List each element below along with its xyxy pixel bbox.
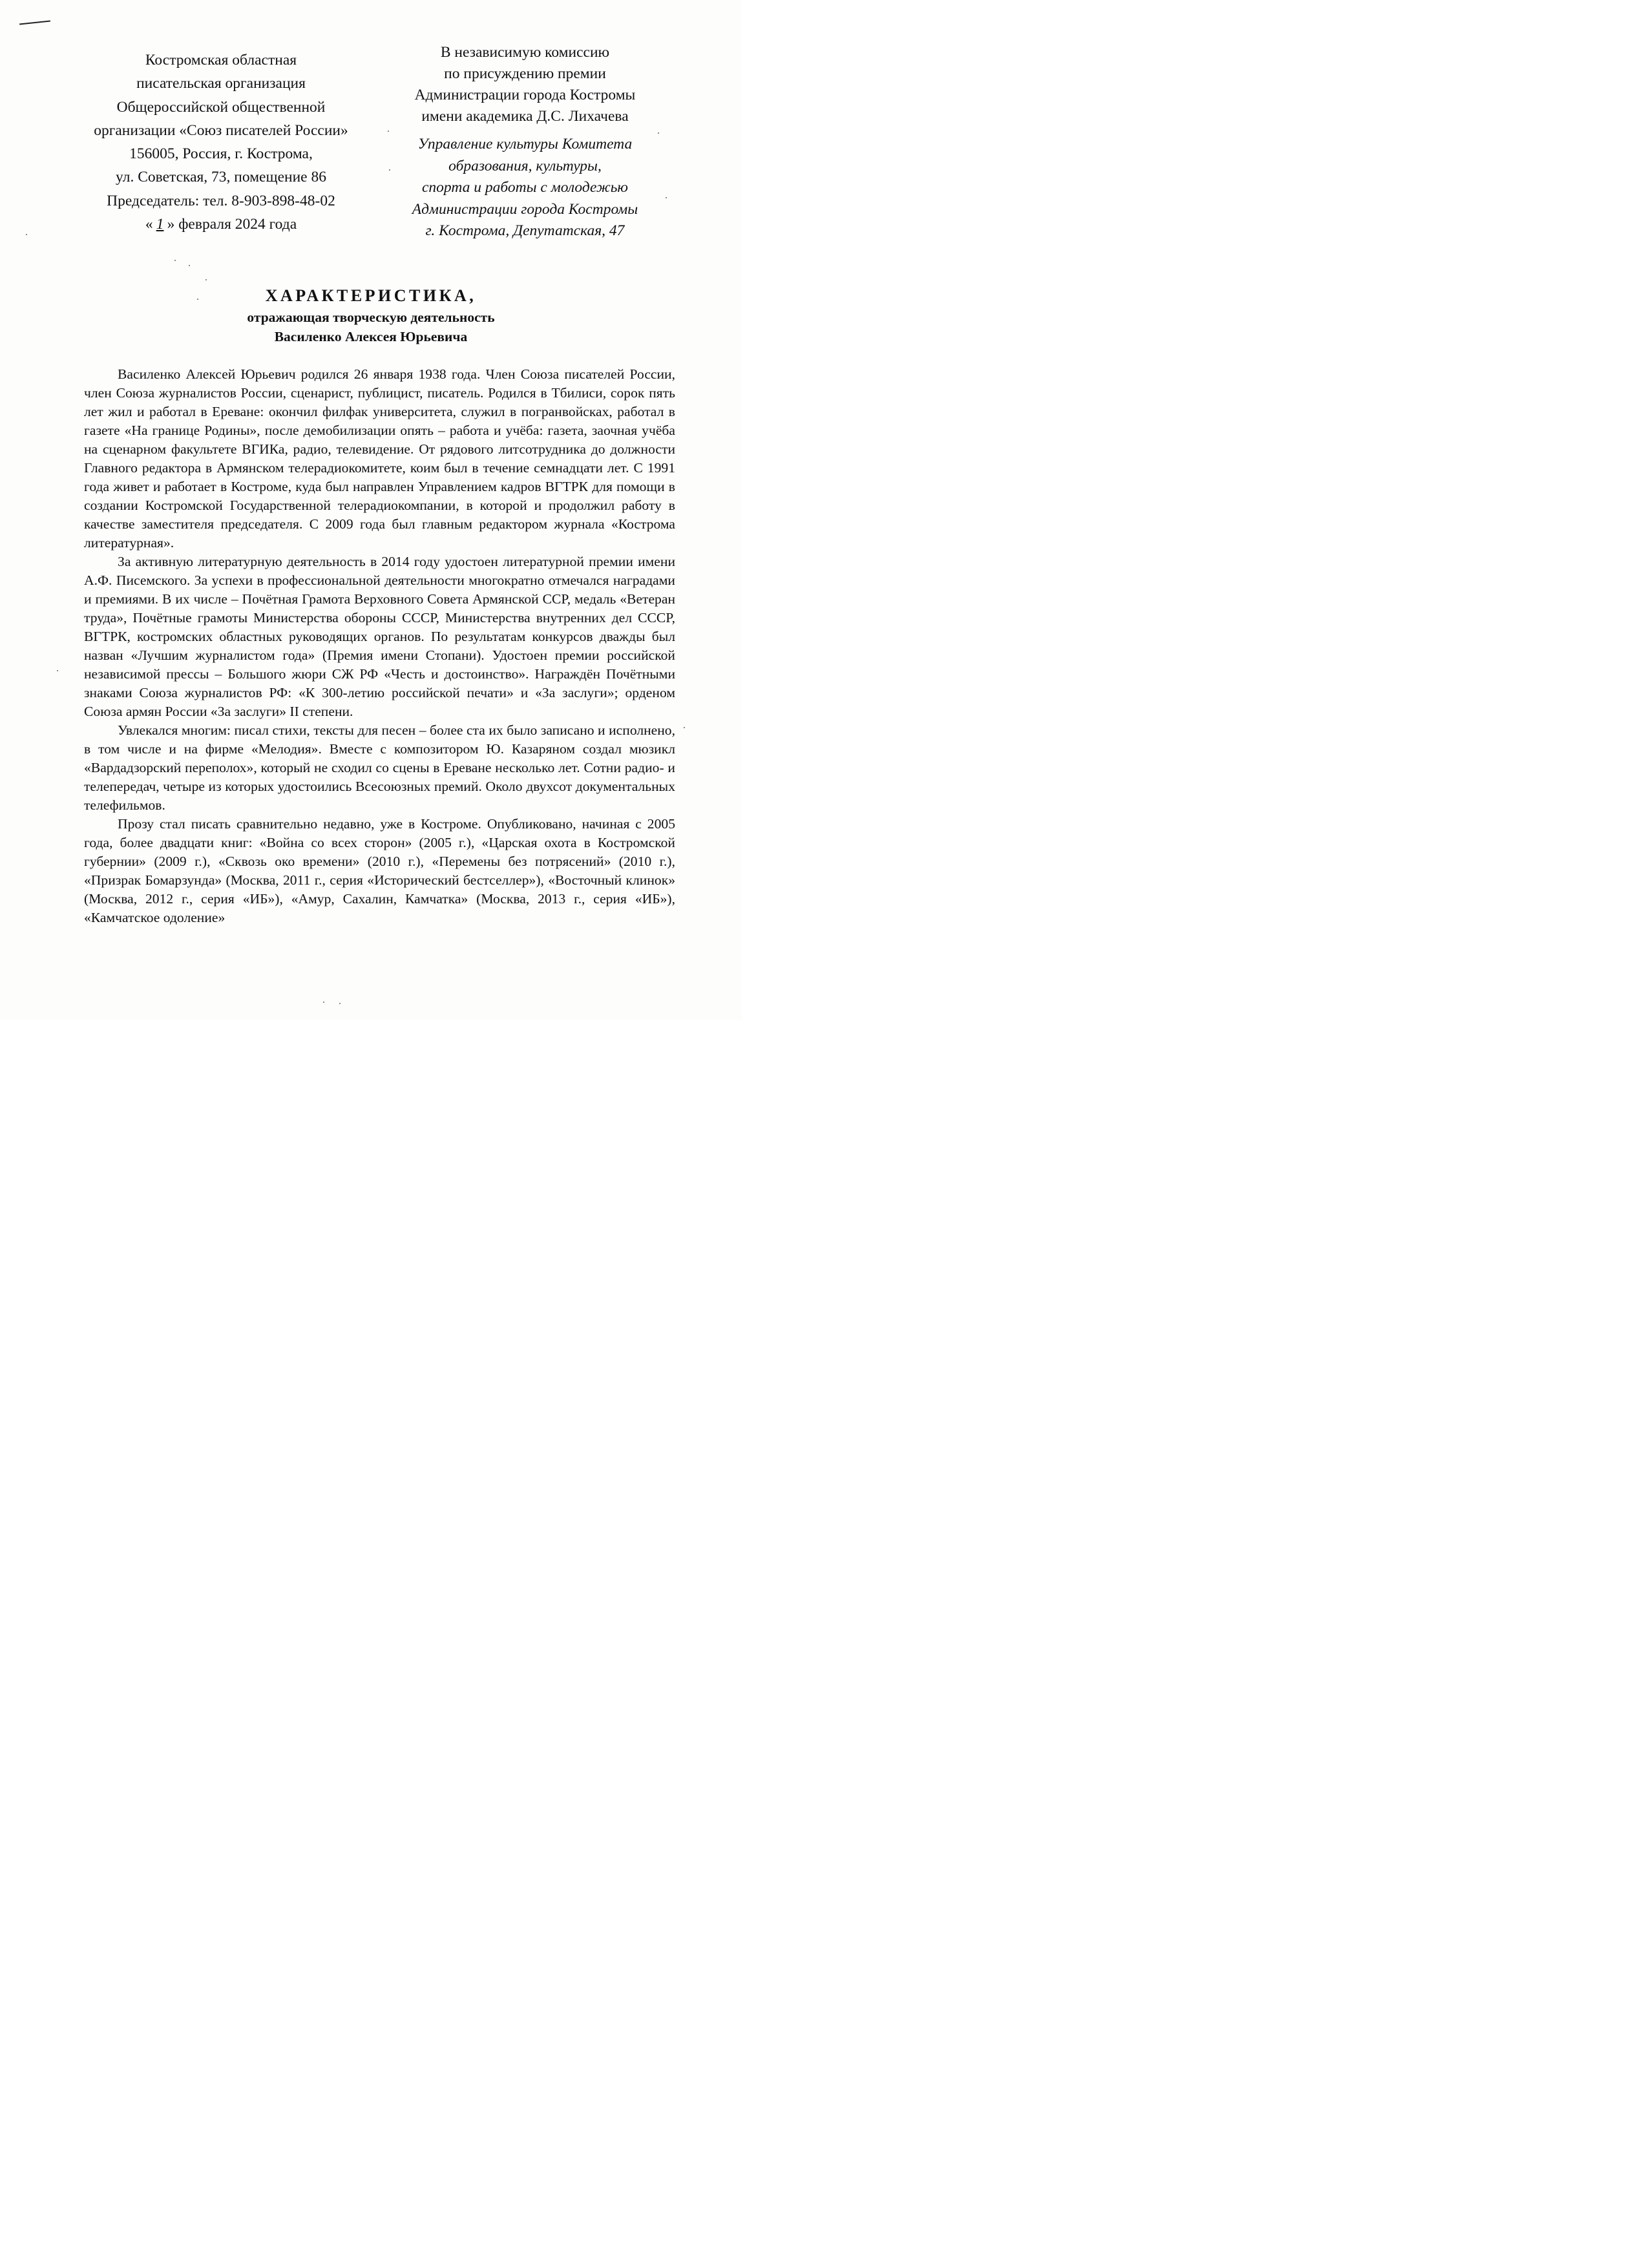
scan-speck [658,132,659,134]
body-paragraph: Прозу стал писать сравнительно недавно, уже в Костроме. Опубликовано, начиная с 2005 года, более двадцати книг: «Война со всех сторон» (2005 г.), «Царская охота в Костромской губернии» (2009 г.), «Сквозь око времени» (2010 г.), «Перемены без потрясений» (2010 г.), «Призрак Бомарзунда» (Москва, 2011 г., серия «Исторический бестселлер»), «Восточный клинок» (Москва, 2012 г., серия «ИБ»), «Амур, Сахалин, Камчатка» (Москва, 2013 г., серия «ИБ»), «Камчатское одоление» [84,816,675,925]
document-page [0,0,742,1020]
recipient-address-line: спорта и работы с молодежью [422,179,628,196]
scan-speck [323,1002,324,1003]
sender-line: Костромская областная [145,52,297,68]
document-subject-name: Василенко Алексея Юрьевича [274,329,468,344]
body-paragraph: За активную литературную деятельность в 2014 году удостоен литературной премии имени А.Ф. Писемского. За успехи в профессиональной деятельности многократно отмечался наградами и премиями. В их числе – Почётная Грамота Верховного Совета Армянской ССР, медаль «Ветеран труда», Почётные грамоты Министерства обороны СССР, Министерства внутренних дел СССР, ВГТРК, костромских областных руководящих органов. По результатам конкурсов дважды был назван «Лучшим журналистом года» (Премия имени Стопани). Удостоен премии российской независимой прессы – Большого жюри СЖ РФ «Честь и достоинство». Награждён Почётными знаками Союза журналистов РФ: «К 300-летию российской печати» и «За заслуги»; орденом Союза армян России «За заслуги» II степени. [84,554,675,719]
sender-address: 156005, Россия, г. Кострома, [129,145,313,163]
recipient-line: имени академика Д.С. Лихачева [421,108,629,125]
sender-phone: Председатель: тел. 8-903-898-48-02 [107,192,335,209]
scan-speck [684,727,685,728]
sender-block [72,48,370,236]
scan-speck [205,279,207,280]
recipient-address-line: Управление культуры Комитета [417,136,633,152]
body-paragraph: Увлекался многим: писал стихи, тексты для песен – более ста их было записано и исполнено, в том числе и на фирме «Мелодия». Вместе с композитором Ю. Казаряном создал мюзикл «Вардадзорский переполох», который не сходил со сцены в Ереване несколько лет. Сотни радио- и телепередач, четыре из которых удостоились Всесоюзных премий. Около двухсот документальных телефильмов. [84,722,675,813]
document-title: ХАРАКТЕРИСТИКА, [265,286,477,305]
document-subtitle: отражающая творческую деятельность [247,310,495,325]
scan-speck [57,670,58,671]
date-day: 1 [156,216,164,233]
scan-speck [339,1003,341,1004]
document-body [84,365,675,927]
sender-address: ул. Советская, 73, помещение 86 [116,169,326,186]
scan-mark [19,20,50,25]
sender-line: организации «Союз писателей России» [94,121,348,139]
recipient-block [388,42,662,242]
scan-speck [666,197,667,198]
recipient-line: В независимую комиссию [440,44,610,61]
scan-speck [174,260,176,261]
date-prefix: « [145,216,153,233]
scan-speck [197,299,198,300]
recipient-address-block [388,134,662,242]
recipient-address-line: Администрации города Костромы [412,200,638,218]
sender-line: Общероссийской общественной [116,98,326,116]
document-title-block [0,284,742,346]
scan-speck [189,265,190,266]
scan-speck [389,169,390,171]
scan-speck [26,234,27,235]
scan-speck [388,131,389,132]
document-date [72,213,370,236]
recipient-line: по присуждению премии [444,65,606,82]
body-paragraph: Василенко Алексей Юрьевич родился 26 января 1938 года. Член Союза писателей России, член Союза журналистов России, сценарист, публицист, писатель. Родился в Тбилиси, сорок пять лет жил и работал в Ереване: окончил филфак университета, служил в погранвойсках, работал в газете «На границе Родины», после демобилизации опять – работа и учёба: газета, заочная учёба на сценарном факультете ВГИКа, радио, телевидение. От рядового литсотрудника до должности Главного редактора в Армянском телерадиокомитете, коим был в течение семнадцати лет. С 1991 года живет и работает в Костроме, куда был направлен Управлением кадров ВГТРК для помощи в создании Костромской Государственной телерадиокомпании, в которой и продолжил работу в качестве заместителя председателя. С 2009 года был главным редактором журнала «Кострома литературная». [84,366,675,551]
recipient-address-line: образования, культуры, [448,157,602,174]
date-suffix: » февраля 2024 года [167,216,297,233]
sender-line: писательская организация [136,75,306,92]
recipient-line: Администрации города Костромы [414,87,636,103]
recipient-address-line: г. Кострома, Депутатская, 47 [425,222,625,239]
